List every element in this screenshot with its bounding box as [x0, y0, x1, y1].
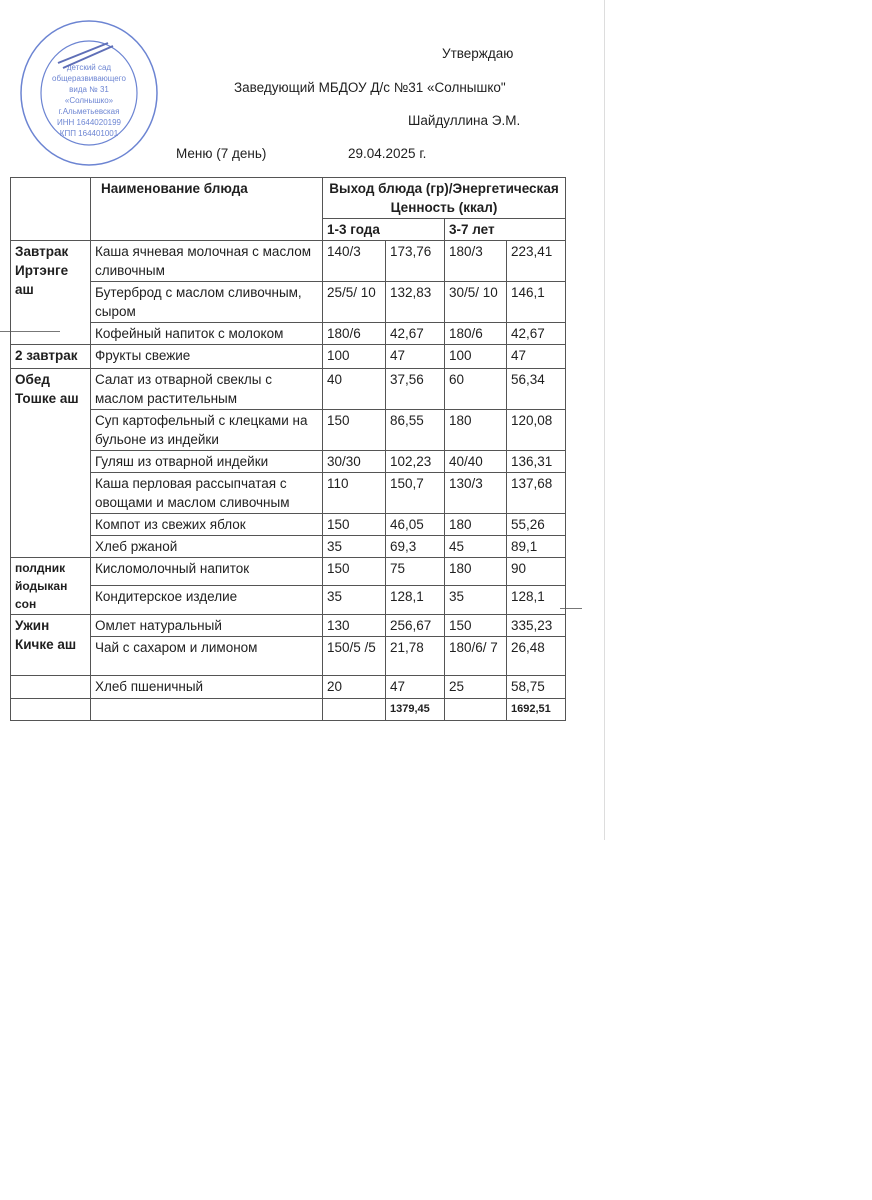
table-row [11, 451, 566, 473]
weight-1-3: 180/6 [323, 323, 386, 345]
weight-3-7: 150 [445, 615, 507, 637]
meal-label: Ужин Кичке аш [11, 615, 91, 676]
weight-1-3: 30/30 [323, 451, 386, 473]
energy-1-3: 42,67 [386, 323, 445, 345]
weight-1-3: 40 [323, 369, 386, 410]
meal-label: Обед Тошке аш [11, 369, 91, 558]
header-dish-name: Наименование блюда [91, 178, 323, 241]
energy-3-7: 55,26 [507, 514, 566, 536]
weight-1-3: 150/5 /5 [323, 637, 386, 676]
header-age-1-3: 1-3 года [323, 219, 445, 241]
stamp-text: ИНН 1644020199 [56, 118, 122, 127]
table-row [11, 585, 566, 614]
energy-1-3: 47 [386, 345, 445, 369]
header-meal-cell [11, 178, 91, 241]
meal-label: Завтрак Иртэнге аш [11, 241, 91, 345]
header-age-3-7: 3-7 лет [445, 219, 566, 241]
scan-edge [604, 0, 605, 840]
table-row [11, 282, 566, 323]
weight-1-3: 130 [323, 615, 386, 637]
table-row [11, 536, 566, 558]
weight-3-7: 45 [445, 536, 507, 558]
weight-3-7: 130/3 [445, 473, 507, 514]
stamp-text: «Солнышко» [64, 96, 114, 105]
energy-3-7: 42,67 [507, 323, 566, 345]
dish-name: Каша ячневая молочная с маслом сливочным [91, 241, 323, 282]
table-row [11, 558, 566, 586]
weight-3-7: 180 [445, 558, 507, 586]
energy-3-7: 223,41 [507, 241, 566, 282]
stamp-text: детский сад [66, 63, 112, 72]
weight-3-7: 180 [445, 410, 507, 451]
dish-name: Гуляш из отварной индейки [91, 451, 323, 473]
weight-1-3: 110 [323, 473, 386, 514]
dish-name: Салат из отварной свеклы с маслом растительным [91, 369, 323, 410]
energy-1-3: 102,23 [386, 451, 445, 473]
energy-1-3: 173,76 [386, 241, 445, 282]
weight-1-3: 150 [323, 410, 386, 451]
stamp-text: КПП 164401001 [59, 129, 119, 138]
dish-name: Каша перловая рассыпчатая с овощами и маслом сливочным [91, 473, 323, 514]
dish-name: Бутерброд с маслом сливочным, сыром [91, 282, 323, 323]
table-row [11, 410, 566, 451]
empty-cell [11, 699, 91, 721]
table-row [11, 637, 566, 676]
meal-label: 2 завтрак [11, 345, 91, 369]
energy-3-7: 120,08 [507, 410, 566, 451]
table-row [11, 473, 566, 514]
empty-cell [323, 699, 386, 721]
energy-1-3: 75 [386, 558, 445, 586]
energy-1-3: 69,3 [386, 536, 445, 558]
approval-label: Утверждаю [442, 46, 514, 61]
energy-1-3: 256,67 [386, 615, 445, 637]
dish-name: Кондитерское изделие [91, 585, 323, 614]
weight-1-3: 20 [323, 676, 386, 699]
weight-1-3: 35 [323, 536, 386, 558]
head-title: Заведующий МБДОУ Д/с №31 «Солнышко" [234, 80, 506, 95]
table-row [11, 676, 566, 699]
energy-1-3: 37,56 [386, 369, 445, 410]
weight-3-7: 180 [445, 514, 507, 536]
totals-row [11, 699, 566, 721]
energy-3-7: 47 [507, 345, 566, 369]
table-row [11, 345, 566, 369]
dish-name: Суп картофельный с клецками на бульоне из индейки [91, 410, 323, 451]
weight-3-7: 35 [445, 585, 507, 614]
energy-3-7: 56,34 [507, 369, 566, 410]
stamp-text: вида № 31 [69, 85, 109, 94]
weight-3-7: 60 [445, 369, 507, 410]
weight-1-3: 140/3 [323, 241, 386, 282]
dish-name: Хлеб ржаной [91, 536, 323, 558]
official-stamp [18, 18, 160, 168]
energy-1-3: 128,1 [386, 585, 445, 614]
table-row [11, 323, 566, 345]
dish-name: Кофейный напиток с молоком [91, 323, 323, 345]
dish-name: Компот из свежих яблок [91, 514, 323, 536]
empty-cell [445, 699, 507, 721]
weight-3-7: 180/6 [445, 323, 507, 345]
total-energy-1-3: 1379,45 [386, 699, 445, 721]
energy-3-7: 136,31 [507, 451, 566, 473]
energy-3-7: 128,1 [507, 585, 566, 614]
energy-3-7: 146,1 [507, 282, 566, 323]
menu-title: Меню (7 день) [176, 146, 267, 161]
energy-1-3: 132,83 [386, 282, 445, 323]
dish-name: Омлет натуральный [91, 615, 323, 637]
director-name: Шайдуллина Э.М. [408, 113, 521, 128]
weight-1-3: 150 [323, 514, 386, 536]
dish-name: Хлеб пшеничный [91, 676, 323, 699]
menu-table [10, 177, 566, 721]
energy-3-7: 89,1 [507, 536, 566, 558]
energy-1-3: 86,55 [386, 410, 445, 451]
dish-name: Чай с сахаром и лимоном [91, 637, 323, 676]
meal-label: полдник йодыкан сон [11, 558, 91, 615]
dish-name: Фрукты свежие [91, 345, 323, 369]
stamp-text: г.Альметьевская [58, 107, 120, 116]
weight-1-3: 100 [323, 345, 386, 369]
energy-3-7: 26,48 [507, 637, 566, 676]
weight-3-7: 100 [445, 345, 507, 369]
weight-3-7: 180/6/ 7 [445, 637, 507, 676]
weight-3-7: 25 [445, 676, 507, 699]
weight-1-3: 25/5/ 10 [323, 282, 386, 323]
weight-1-3: 35 [323, 585, 386, 614]
menu-date: 29.04.2025 г. [348, 146, 427, 161]
energy-3-7: 335,23 [507, 615, 566, 637]
energy-1-3: 47 [386, 676, 445, 699]
table-row [11, 369, 566, 410]
table-row [11, 615, 566, 637]
energy-1-3: 46,05 [386, 514, 445, 536]
energy-3-7: 90 [507, 558, 566, 586]
total-energy-3-7: 1692,51 [507, 699, 566, 721]
energy-1-3: 150,7 [386, 473, 445, 514]
table-row [11, 514, 566, 536]
header-output: Выход блюда (гр)/Энергетическая Ценность (ккал) [323, 178, 566, 219]
weight-3-7: 30/5/ 10 [445, 282, 507, 323]
weight-1-3: 150 [323, 558, 386, 586]
energy-3-7: 58,75 [507, 676, 566, 699]
empty-cell [91, 699, 323, 721]
meal-label [11, 676, 91, 699]
weight-3-7: 180/3 [445, 241, 507, 282]
stamp-text: общеразвивающего [52, 74, 126, 83]
energy-3-7: 137,68 [507, 473, 566, 514]
weight-3-7: 40/40 [445, 451, 507, 473]
energy-1-3: 21,78 [386, 637, 445, 676]
dish-name: Кисломолочный напиток [91, 558, 323, 586]
table-row [11, 241, 566, 282]
